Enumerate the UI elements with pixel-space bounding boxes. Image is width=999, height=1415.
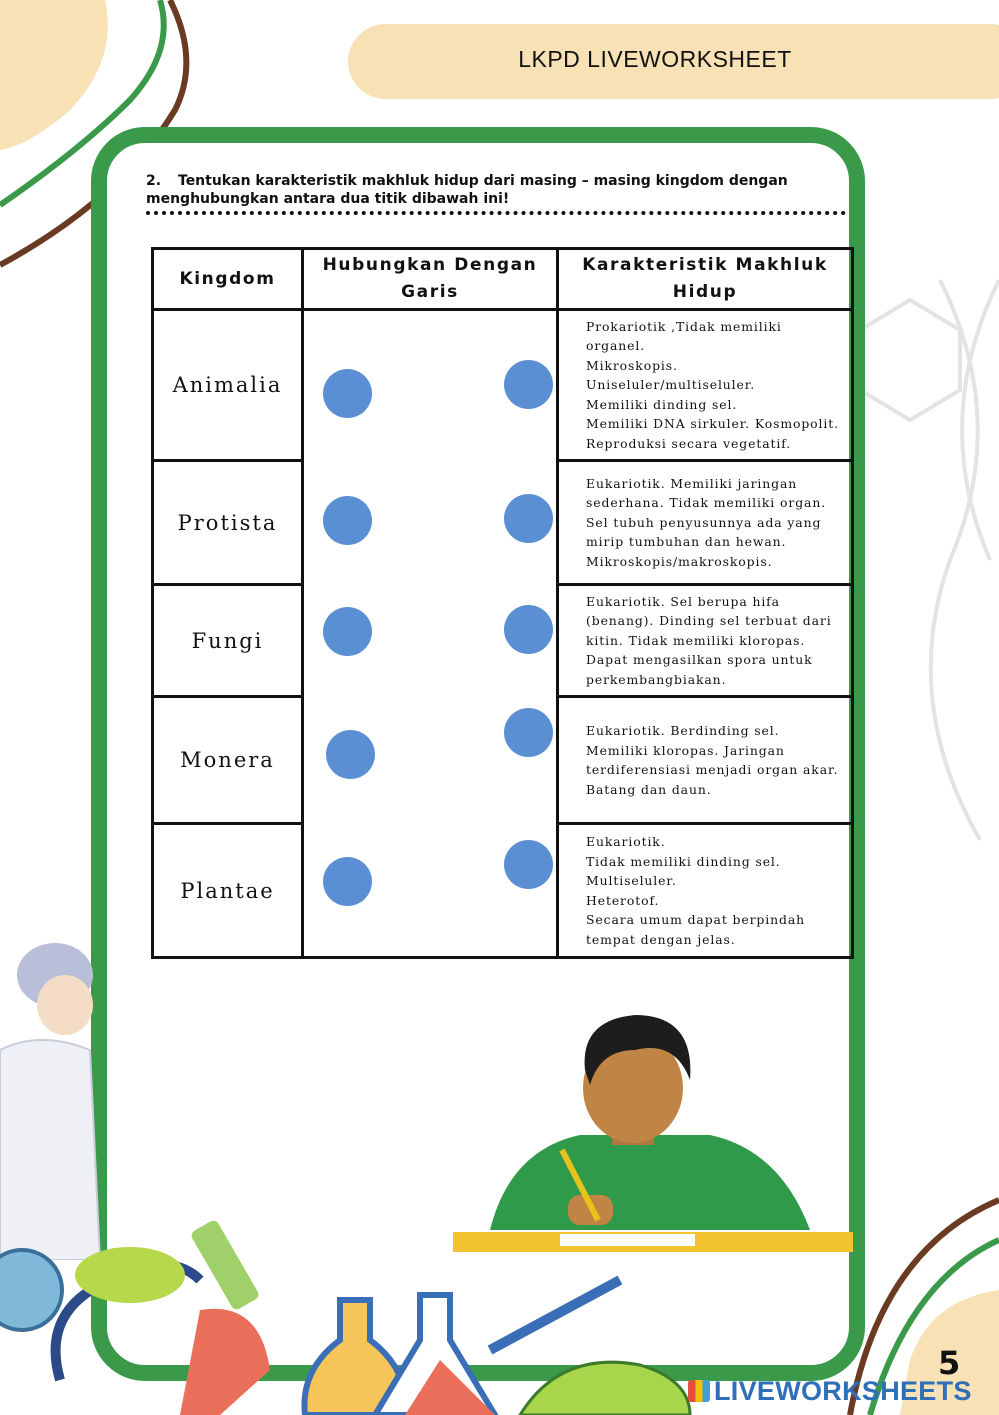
kingdom-cell	[153, 585, 303, 697]
match-dot-left-fungi[interactable]	[323, 607, 372, 656]
match-dot-left-animalia[interactable]	[323, 369, 372, 418]
table-row	[153, 310, 853, 461]
corner-blob-top-left	[0, 0, 108, 150]
characteristic-cell	[558, 697, 853, 824]
lab-equipment-illustration	[0, 1200, 700, 1415]
header-connect: Hubungkan Dengan Garis	[303, 249, 558, 310]
kingdom-fungi: Fungi	[191, 628, 264, 653]
characteristic-text-2: Eukariotik. Memiliki jaringan sederhana. Tidak memiliki organ. Sel tubuh penyusunnya ada yang mirip tumbuhan dan hewan. Mikroskopis/makroskopis.	[586, 475, 827, 569]
table-header-row	[153, 249, 853, 310]
kingdom-cell	[153, 310, 303, 461]
kingdom-cell	[153, 697, 303, 824]
dna-outline-right	[860, 280, 999, 840]
page-number: 5	[938, 1344, 961, 1382]
question-number: 2.	[146, 173, 162, 189]
liveworksheets-logo	[688, 1376, 972, 1407]
matching-table	[151, 247, 854, 959]
characteristic-text-5: Eukariotik. Tidak memiliki dinding sel. Multiseluler. Heterotof. Secara umum dapat berpindah tempat dengan jelas.	[586, 834, 806, 947]
characteristic-cell	[558, 461, 853, 585]
header-characteristics: Karakteristik Makhluk Hidup	[558, 249, 853, 310]
match-dot-right-2[interactable]	[504, 494, 553, 543]
characteristic-cell	[558, 310, 853, 461]
match-dot-left-protista[interactable]	[323, 496, 372, 545]
match-dot-right-4[interactable]	[504, 708, 553, 757]
kingdom-plantae: Plantae	[180, 878, 275, 903]
kingdom-protista: Protista	[177, 510, 278, 535]
kingdom-cell	[153, 824, 303, 958]
question-text	[146, 172, 846, 208]
liveworksheets-icon	[688, 1380, 710, 1402]
characteristic-cell	[558, 585, 853, 697]
header-kingdom: Kingdom	[153, 249, 303, 310]
kingdom-monera: Monera	[180, 748, 275, 772]
characteristic-cell	[558, 824, 853, 958]
characteristic-text-3: Eukariotik. Sel berupa hifa (benang). Dinding sel terbuat dari kitin. Tidak memiliki kloropas. Dapat mengasilkan spora untuk perkembangbiakan.	[586, 593, 832, 687]
match-dot-right-3[interactable]	[504, 605, 553, 654]
characteristic-text-1: Prokariotik ,Tidak memiliki organel. Mikroskopis. Uniseluler/multiseluler. Memiliki dinding sel. Memiliki DNA sirkuler. Kosmopolit. Reproduksi secara vegetatif.	[586, 318, 839, 451]
match-dot-right-1[interactable]	[504, 360, 553, 409]
brand-text: LIVEWORKSHEETS	[714, 1376, 972, 1406]
characteristic-text-4: Eukariotik. Berdinding sel. Memiliki kloropas. Jaringan terdiferensiasi menjadi organ akar. Batang dan daun.	[586, 723, 839, 797]
dotted-divider	[146, 211, 846, 215]
kingdom-cell	[153, 461, 303, 585]
match-dot-left-plantae[interactable]	[323, 857, 372, 906]
match-dot-left-monera[interactable]	[326, 730, 375, 779]
question-body: Tentukan karakteristik makhluk hidup dari masing – masing kingdom dengan menghubungkan antara dua titik dibawah ini!	[146, 173, 788, 207]
match-dot-right-5[interactable]	[504, 840, 553, 889]
kingdom-animalia: Animalia	[172, 373, 283, 397]
page-title: LKPD LIVEWORKSHEET	[518, 46, 792, 72]
